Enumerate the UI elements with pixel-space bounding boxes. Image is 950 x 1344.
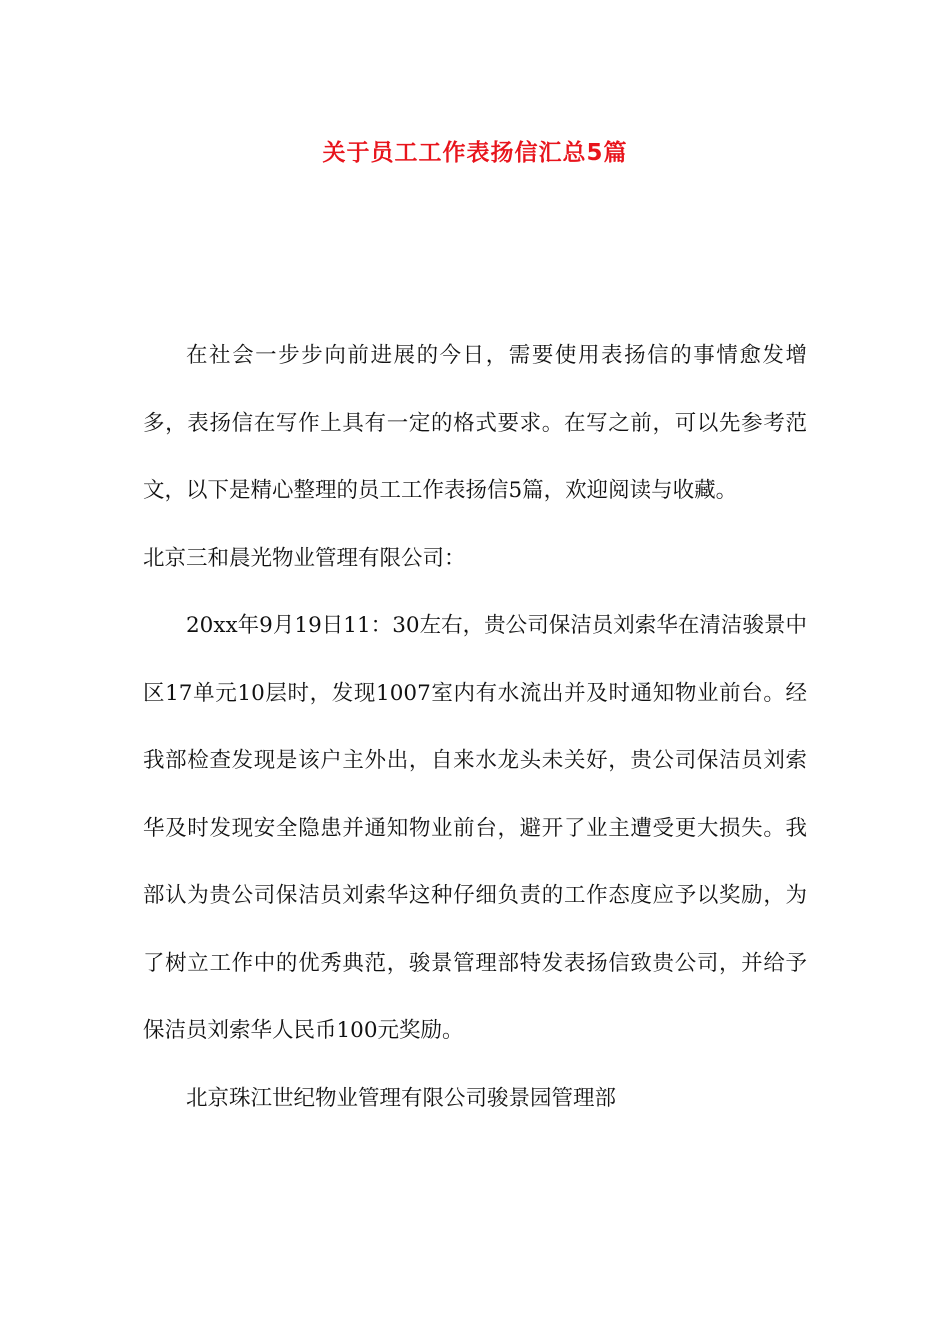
letter-salutation: 北京三和晨光物业管理有限公司： (143, 545, 466, 571)
letter-signature: 北京珠江世纪物业管理有限公司骏景园管理部 (186, 1085, 617, 1111)
document-title: 关于员工工作表扬信汇总5篇 (322, 140, 628, 166)
letter-body-paragraph: 20xx年9月19日11：30左右，贵公司保洁员刘索华在清洁骏景中区17单元10层时，发现1007室内有水流出并及时通知物业前台。经我部检查发现是该户主外出，自来水龙头未关好，贵公司保洁员刘索华及时发现安全隐患并通知物业前台，避开了业主遭受更大损失。我部认为贵公司保洁员刘索华这种仔细负责的工作态度应予以奖励，为了树立工作中的优秀典范，骏景管理部特发表扬信致贵公司，并给予保洁员刘索华人民币100元奖励。 (143, 613, 807, 1043)
document-body (143, 322, 807, 1132)
intro-paragraph: 在社会一步步向前进展的今日，需要使用表扬信的事情愈发增多，表扬信在写作上具有一定的格式要求。在写之前，可以先参考范文，以下是精心整理的员工工作表扬信5篇，欢迎阅读与收藏。 (143, 343, 807, 503)
